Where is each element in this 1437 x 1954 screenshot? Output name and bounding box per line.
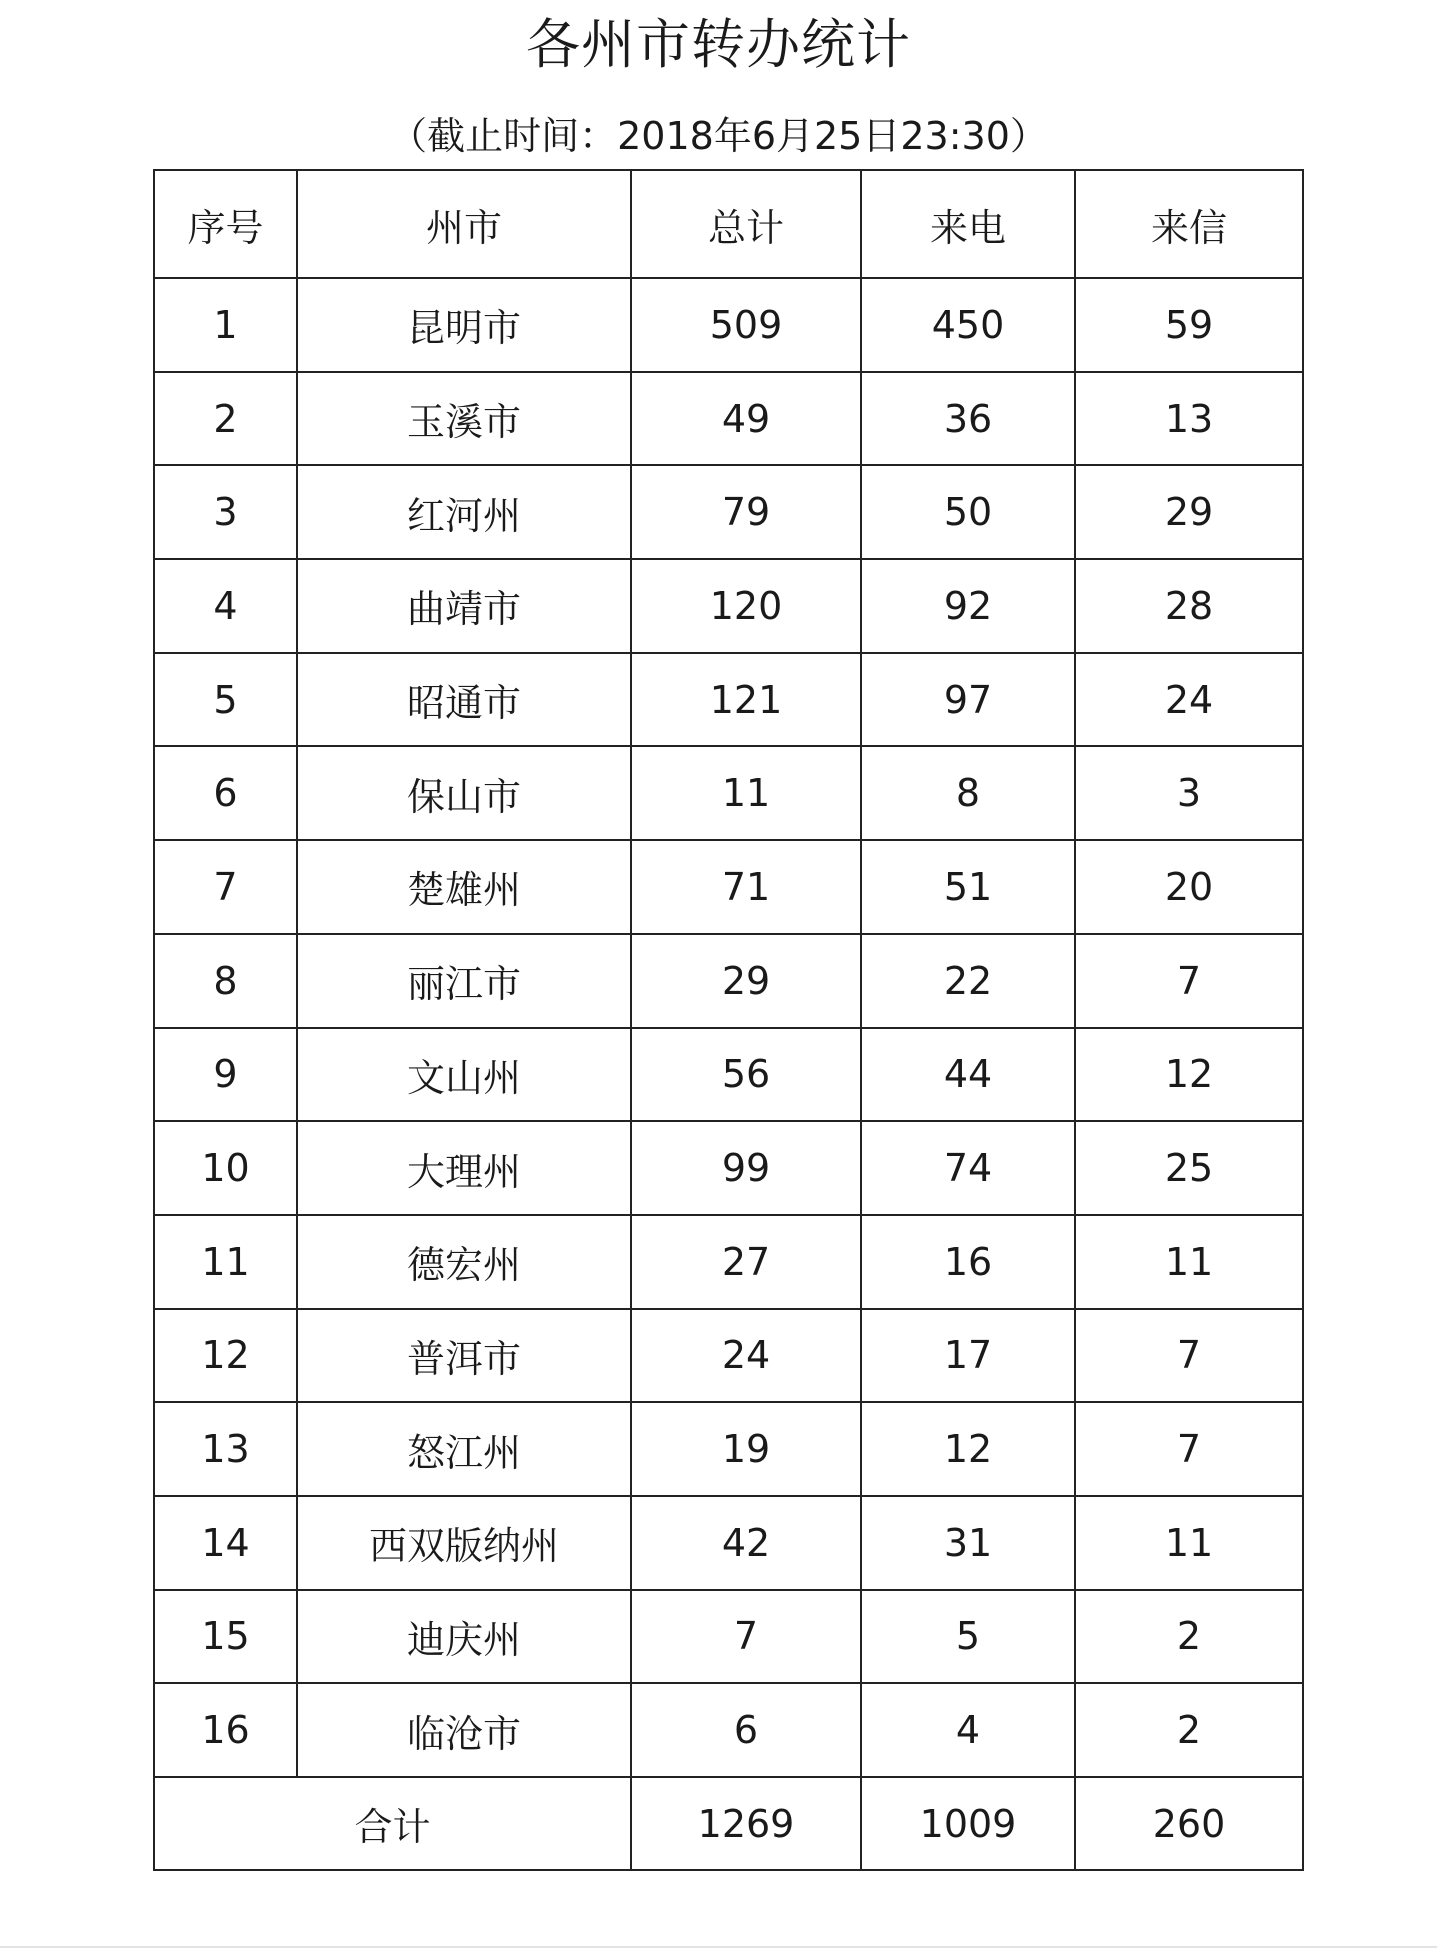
cell-letters: 2 (1075, 1590, 1303, 1684)
cell-city: 玉溪市 (297, 372, 631, 466)
cell-letters: 7 (1075, 1309, 1303, 1403)
cell-calls: 50 (861, 465, 1075, 559)
header-city: 州市 (297, 170, 631, 278)
cell-calls: 16 (861, 1215, 1075, 1309)
table-row (154, 1402, 1303, 1496)
cell-letters: 13 (1075, 372, 1303, 466)
cell-total: 99 (631, 1121, 861, 1215)
cell-city: 文山州 (297, 1028, 631, 1122)
cell-city: 丽江市 (297, 934, 631, 1028)
cell-total: 56 (631, 1028, 861, 1122)
cell-calls: 450 (861, 278, 1075, 372)
total-label: 合计 (154, 1777, 631, 1870)
cell-total: 121 (631, 653, 861, 747)
cell-total: 79 (631, 465, 861, 559)
cell-no: 16 (154, 1683, 297, 1777)
cell-no: 6 (154, 746, 297, 840)
cell-no: 1 (154, 278, 297, 372)
total-row (154, 1777, 1303, 1870)
cell-letters: 11 (1075, 1496, 1303, 1590)
cell-no: 10 (154, 1121, 297, 1215)
cell-total: 11 (631, 746, 861, 840)
cell-city: 曲靖市 (297, 559, 631, 653)
cell-city: 红河州 (297, 465, 631, 559)
cell-total: 71 (631, 840, 861, 934)
table-row (154, 1028, 1303, 1122)
total-sum: 1269 (631, 1777, 861, 1870)
bottom-divider (0, 1946, 1437, 1948)
cell-no: 3 (154, 465, 297, 559)
cell-calls: 97 (861, 653, 1075, 747)
cell-letters: 7 (1075, 934, 1303, 1028)
cell-letters: 25 (1075, 1121, 1303, 1215)
cell-calls: 36 (861, 372, 1075, 466)
cell-calls: 92 (861, 559, 1075, 653)
cell-city: 大理州 (297, 1121, 631, 1215)
header-no: 序号 (154, 170, 297, 278)
cell-letters: 28 (1075, 559, 1303, 653)
cell-no: 14 (154, 1496, 297, 1590)
cell-letters: 2 (1075, 1683, 1303, 1777)
cell-total: 42 (631, 1496, 861, 1590)
cell-letters: 20 (1075, 840, 1303, 934)
cell-no: 11 (154, 1215, 297, 1309)
cell-city: 昭通市 (297, 653, 631, 747)
cell-letters: 3 (1075, 746, 1303, 840)
cell-calls: 8 (861, 746, 1075, 840)
total-letters: 260 (1075, 1777, 1303, 1870)
table-row (154, 1590, 1303, 1684)
cell-total: 19 (631, 1402, 861, 1496)
cell-calls: 4 (861, 1683, 1075, 1777)
cell-total: 7 (631, 1590, 861, 1684)
cell-calls: 44 (861, 1028, 1075, 1122)
cell-total: 27 (631, 1215, 861, 1309)
table-row (154, 1215, 1303, 1309)
cell-no: 7 (154, 840, 297, 934)
table-row (154, 465, 1303, 559)
cell-total: 24 (631, 1309, 861, 1403)
cell-letters: 29 (1075, 465, 1303, 559)
cell-city: 普洱市 (297, 1309, 631, 1403)
cell-letters: 11 (1075, 1215, 1303, 1309)
table-row (154, 1309, 1303, 1403)
header-calls: 来电 (861, 170, 1075, 278)
table-row (154, 840, 1303, 934)
total-calls: 1009 (861, 1777, 1075, 1870)
cell-no: 8 (154, 934, 297, 1028)
page-title: 各州市转办统计 (526, 13, 911, 76)
cell-letters: 12 (1075, 1028, 1303, 1122)
cell-total: 29 (631, 934, 861, 1028)
table-row (154, 934, 1303, 1028)
table-row (154, 746, 1303, 840)
cell-city: 昆明市 (297, 278, 631, 372)
cell-city: 保山市 (297, 746, 631, 840)
cell-no: 5 (154, 653, 297, 747)
cell-city: 德宏州 (297, 1215, 631, 1309)
page-subtitle: （截止时间：2018年6月25日23:30） (389, 114, 1048, 158)
cell-city: 怒江州 (297, 1402, 631, 1496)
header-total: 总计 (631, 170, 861, 278)
cell-total: 120 (631, 559, 861, 653)
cell-letters: 24 (1075, 653, 1303, 747)
cell-total: 509 (631, 278, 861, 372)
cell-calls: 74 (861, 1121, 1075, 1215)
cell-total: 6 (631, 1683, 861, 1777)
cell-total: 49 (631, 372, 861, 466)
cell-city: 西双版纳州 (297, 1496, 631, 1590)
cell-no: 2 (154, 372, 297, 466)
cell-city: 楚雄州 (297, 840, 631, 934)
cell-no: 9 (154, 1028, 297, 1122)
table-row (154, 653, 1303, 747)
header-row (154, 170, 1303, 278)
cell-letters: 7 (1075, 1402, 1303, 1496)
cell-calls: 17 (861, 1309, 1075, 1403)
table-row (154, 278, 1303, 372)
cell-calls: 5 (861, 1590, 1075, 1684)
cell-no: 12 (154, 1309, 297, 1403)
cell-no: 13 (154, 1402, 297, 1496)
cell-no: 4 (154, 559, 297, 653)
table-row (154, 559, 1303, 653)
table-row (154, 1683, 1303, 1777)
cell-calls: 31 (861, 1496, 1075, 1590)
cell-calls: 51 (861, 840, 1075, 934)
header-letters: 来信 (1075, 170, 1303, 278)
cell-calls: 22 (861, 934, 1075, 1028)
cell-city: 临沧市 (297, 1683, 631, 1777)
statistics-table (153, 169, 1304, 1871)
cell-calls: 12 (861, 1402, 1075, 1496)
table-row (154, 1496, 1303, 1590)
cell-city: 迪庆州 (297, 1590, 631, 1684)
cell-letters: 59 (1075, 278, 1303, 372)
table-body (154, 278, 1303, 1777)
table-row (154, 1121, 1303, 1215)
cell-no: 15 (154, 1590, 297, 1684)
table-row (154, 372, 1303, 466)
